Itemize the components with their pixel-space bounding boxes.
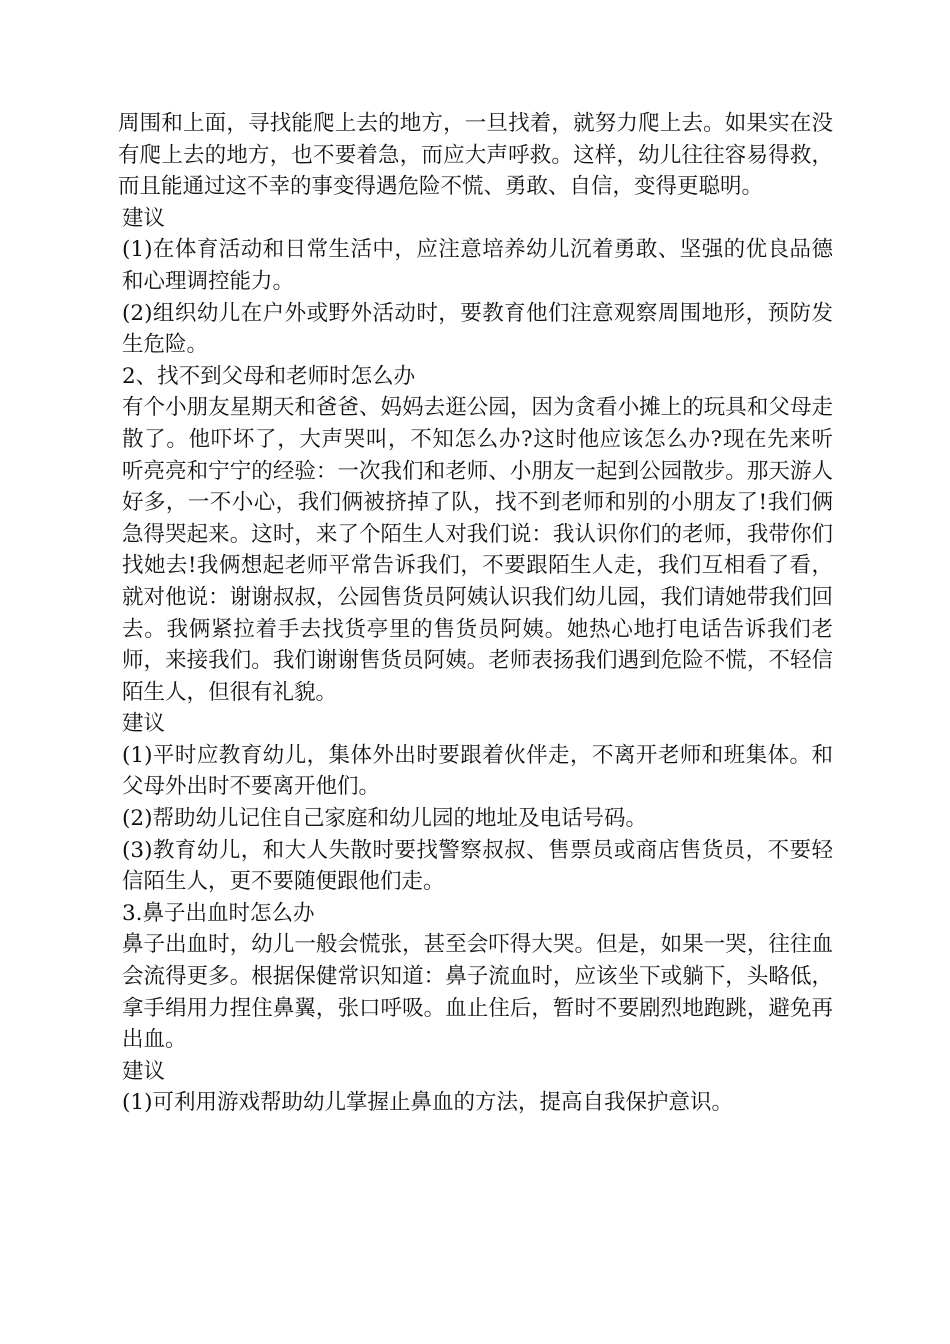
suggestion-item: (2)组织幼儿在户外或野外活动时，要教育他们注意观察周围地形，预防发生危险。 — [122, 300, 833, 358]
suggestion-item: (1)在体育活动和日常生活中，应注意培养幼儿沉着勇敢、坚强的优良品德和心理调控能力。 — [122, 237, 833, 294]
suggestion-item: (2)帮助幼儿记住自己家庭和幼儿园的地址及电话号码。 — [122, 806, 647, 832]
paragraph-story: 有个小朋友星期天和爸爸、妈妈去逛公园，因为贪看小摊上的玩具和父母走散了。他吓坏了，大声哭叫，不知怎么办?这时他应该怎么办?现在先来听听亮亮和宁宁的经验：一次我们和老师、小朋友一起到公园散步。那天游人好多，一不小心，我们俩被挤掉了队，找不到老师和别的小朋友了!我们俩急得哭起来。这时，来了个陌生人对我们说：我认识你们的老师，我带你们找她去!我俩想起老师平常告诉我们，不要跟陌生人走，我们互相看了看，就对他说：谢谢叔叔，公园售货员阿姨认识我们幼儿园，我们请她带我们回去。我俩紧拉着手去找货亭里的售货员阿姨。她热心地打电话告诉我们老师，来接我们。我们谢谢售货员阿姨。老师表扬我们遇到危险不慌，不轻信陌生人，但很有礼貌。 — [122, 395, 833, 705]
suggestion-item: (3)教育幼儿，和大人失散时要找警察叔叔、售票员或商店售货员，不要轻信陌生人，更不要随便跟他们走。 — [122, 837, 833, 895]
section-heading-suggestion: 建议 — [122, 1058, 166, 1084]
section-heading-suggestion: 建议 — [122, 711, 166, 737]
paragraph-continued: 周围和上面，寻找能爬上去的地方，一旦找着，就努力爬上去。如果实在没有爬上去的地方，也不要着急，而应大声呼救。这样，幼儿往往容易得救，而且能通过这不幸的事变得遇危险不慌、勇敢、自信，变得更聪明。 — [118, 111, 833, 200]
suggestion-item: (1)可利用游戏帮助幼儿掌握止鼻血的方法，提高自我保护意识。 — [122, 1090, 733, 1116]
suggestion-item: (1)平时应教育幼儿，集体外出时要跟着伙伴走，不离开老师和班集体。和父母外出时不要离开他们。 — [122, 742, 833, 800]
section-heading-lost-parents: 2、找不到父母和老师时怎么办 — [122, 363, 416, 389]
section-heading-nosebleed: 3.鼻子出血时怎么办 — [122, 900, 315, 926]
paragraph-nosebleed: 鼻子出血时，幼儿一般会慌张，甚至会吓得大哭。但是，如果一哭，往往血会流得更多。根据保健常识知道：鼻子流血时，应该坐下或躺下，头略低，拿手绢用力捏住鼻翼，张口呼吸。血止住后，暂时不要剧烈地跑跳，避免再出血。 — [122, 932, 833, 1053]
section-heading-suggestion: 建议 — [122, 205, 166, 231]
document-page — [118, 108, 833, 1119]
